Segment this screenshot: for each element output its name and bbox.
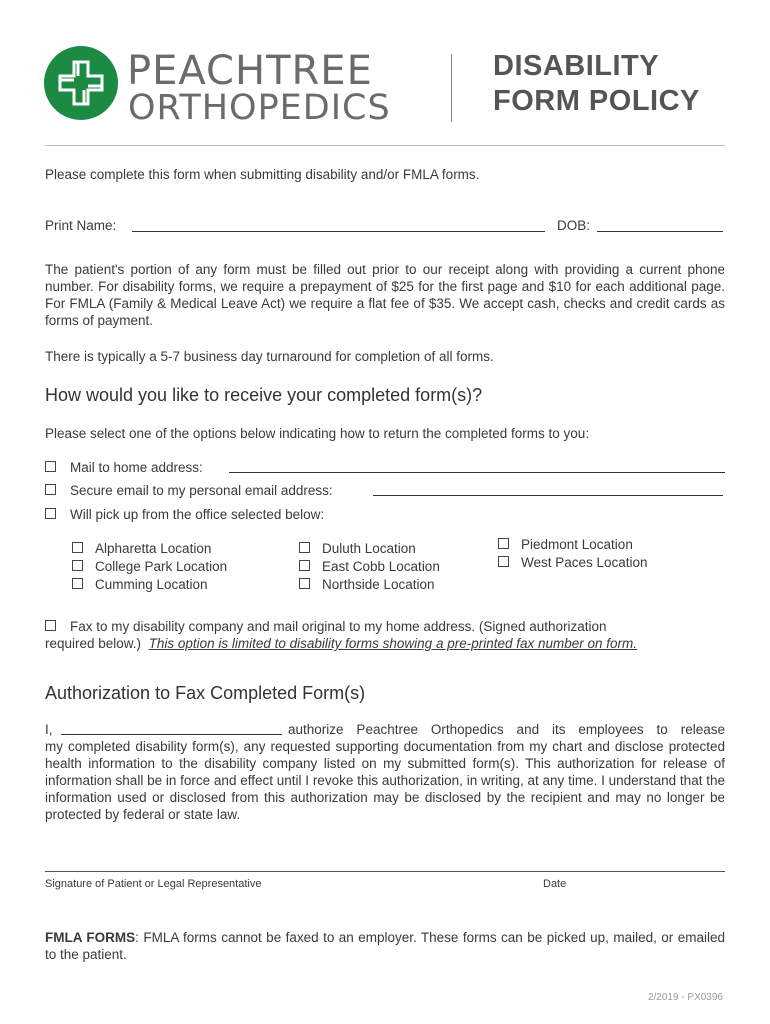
signature-label: Signature of Patient or Legal Representative <box>45 878 262 890</box>
receive-instruction: Please select one of the options below indicating how to return the completed forms to you: <box>45 426 590 441</box>
auth-prefix: I, <box>45 722 53 737</box>
location-label: Cumming Location <box>95 577 208 592</box>
location-checkbox[interactable] <box>72 560 83 571</box>
pickup-checkbox[interactable] <box>45 508 56 519</box>
option-email-label: Secure email to my personal email address: <box>70 483 333 498</box>
policy-paragraph: The patient's portion of any form must be filled out prior to our receipt along with providing a current phone number. For disability forms, we require a prepayment of $25 for the first page and $10 for each additional page. For FMLA (Family & Medical Leave Act) we require a flat fee of $35. We accept cash, checks and credit cards as forms of payment. <box>45 262 725 328</box>
turnaround-text: There is typically a 5-7 business day turnaround for completion of all forms. <box>45 349 494 364</box>
dob-field[interactable] <box>597 231 723 232</box>
location-label: East Cobb Location <box>322 559 440 574</box>
fax-checkbox[interactable] <box>45 620 56 631</box>
header-rule <box>45 145 725 146</box>
locations-col3 <box>498 536 648 572</box>
location-checkbox[interactable] <box>299 542 310 553</box>
intro-text: Please complete this form when submitting disability and/or FMLA forms. <box>45 167 480 182</box>
option-fax-line2: required below.) <box>45 636 142 651</box>
date-label: Date <box>543 878 567 890</box>
location-checkbox[interactable] <box>299 560 310 571</box>
fmla-label: FMLA FORMS <box>45 930 136 945</box>
location-label: Duluth Location <box>322 541 416 556</box>
auth-name-field[interactable] <box>61 734 282 735</box>
location-label: College Park Location <box>95 559 228 574</box>
locations-col2 <box>299 540 440 594</box>
option-fax-note: This option is limited to disability forms showing a pre-printed fax number on form. <box>148 636 638 651</box>
option-mail-label: Mail to home address: <box>70 460 203 475</box>
mail-address-field[interactable] <box>229 472 725 473</box>
location-option[interactable] <box>299 576 440 594</box>
print-name-field[interactable] <box>132 231 545 232</box>
fmla-note <box>45 929 725 963</box>
option-pickup[interactable] <box>45 506 324 523</box>
logo-mark <box>44 46 118 120</box>
page-title-line1: DISABILITY <box>493 50 660 82</box>
option-fax[interactable] <box>45 618 735 652</box>
location-option[interactable] <box>299 558 440 576</box>
mail-checkbox[interactable] <box>45 461 56 472</box>
location-option[interactable] <box>72 576 227 594</box>
page-title-line2: FORM POLICY <box>493 85 700 117</box>
option-mail[interactable] <box>45 459 203 476</box>
auth-line1: authorize Peachtree Orthopedics and its employees to release <box>288 722 725 737</box>
location-checkbox[interactable] <box>72 578 83 589</box>
location-label: Alpharetta Location <box>95 541 212 556</box>
option-fax-line1: Fax to my disability company and mail original to my home address. (Signed authorization <box>70 619 607 634</box>
option-email[interactable] <box>45 482 333 499</box>
email-checkbox[interactable] <box>45 484 56 495</box>
location-checkbox[interactable] <box>72 542 83 553</box>
location-label: Northside Location <box>322 577 435 592</box>
form-code: 2/2019 - PX0396 <box>647 992 723 1003</box>
location-label: West Paces Location <box>521 555 648 570</box>
email-address-field[interactable] <box>373 495 723 496</box>
authorization-heading: Authorization to Fax Completed Form(s) <box>45 683 366 703</box>
brand-subname: ORTHOPEDICS <box>128 88 391 128</box>
location-option[interactable] <box>72 558 227 576</box>
location-option[interactable] <box>498 536 648 554</box>
dob-label: DOB: <box>557 218 591 233</box>
option-pickup-label: Will pick up from the office selected below: <box>70 507 325 522</box>
brand-name: PEACHTREE <box>127 48 373 94</box>
location-option[interactable] <box>299 540 440 558</box>
receive-heading: How would you like to receive your completed form(s)? <box>45 385 483 405</box>
locations-col1 <box>72 540 227 594</box>
location-checkbox[interactable] <box>498 538 509 549</box>
location-option[interactable] <box>498 554 648 572</box>
location-checkbox[interactable] <box>299 578 310 589</box>
fmla-text: : FMLA forms cannot be faxed to an employer. These forms can be picked up, mailed, or emailed to the patient. <box>45 930 725 962</box>
location-label: Piedmont Location <box>521 537 633 552</box>
header-divider <box>451 54 452 122</box>
auth-body: my completed disability form(s), any requested supporting documentation from my chart and disclose protected health information to the disability company listed on my submitted form(s). This authorization for release of information shall be in force and effect until I revoke this authorization, in writing, at any time. I understand that the information used or disclosed from this authorization may be disclosed by the recipient and may no longer be protected by federal or state law. <box>45 739 725 822</box>
print-name-label: Print Name: <box>45 218 117 233</box>
location-checkbox[interactable] <box>498 556 509 567</box>
location-option[interactable] <box>72 540 227 558</box>
logo-cross-icon <box>44 46 118 120</box>
signature-line[interactable] <box>45 871 725 872</box>
